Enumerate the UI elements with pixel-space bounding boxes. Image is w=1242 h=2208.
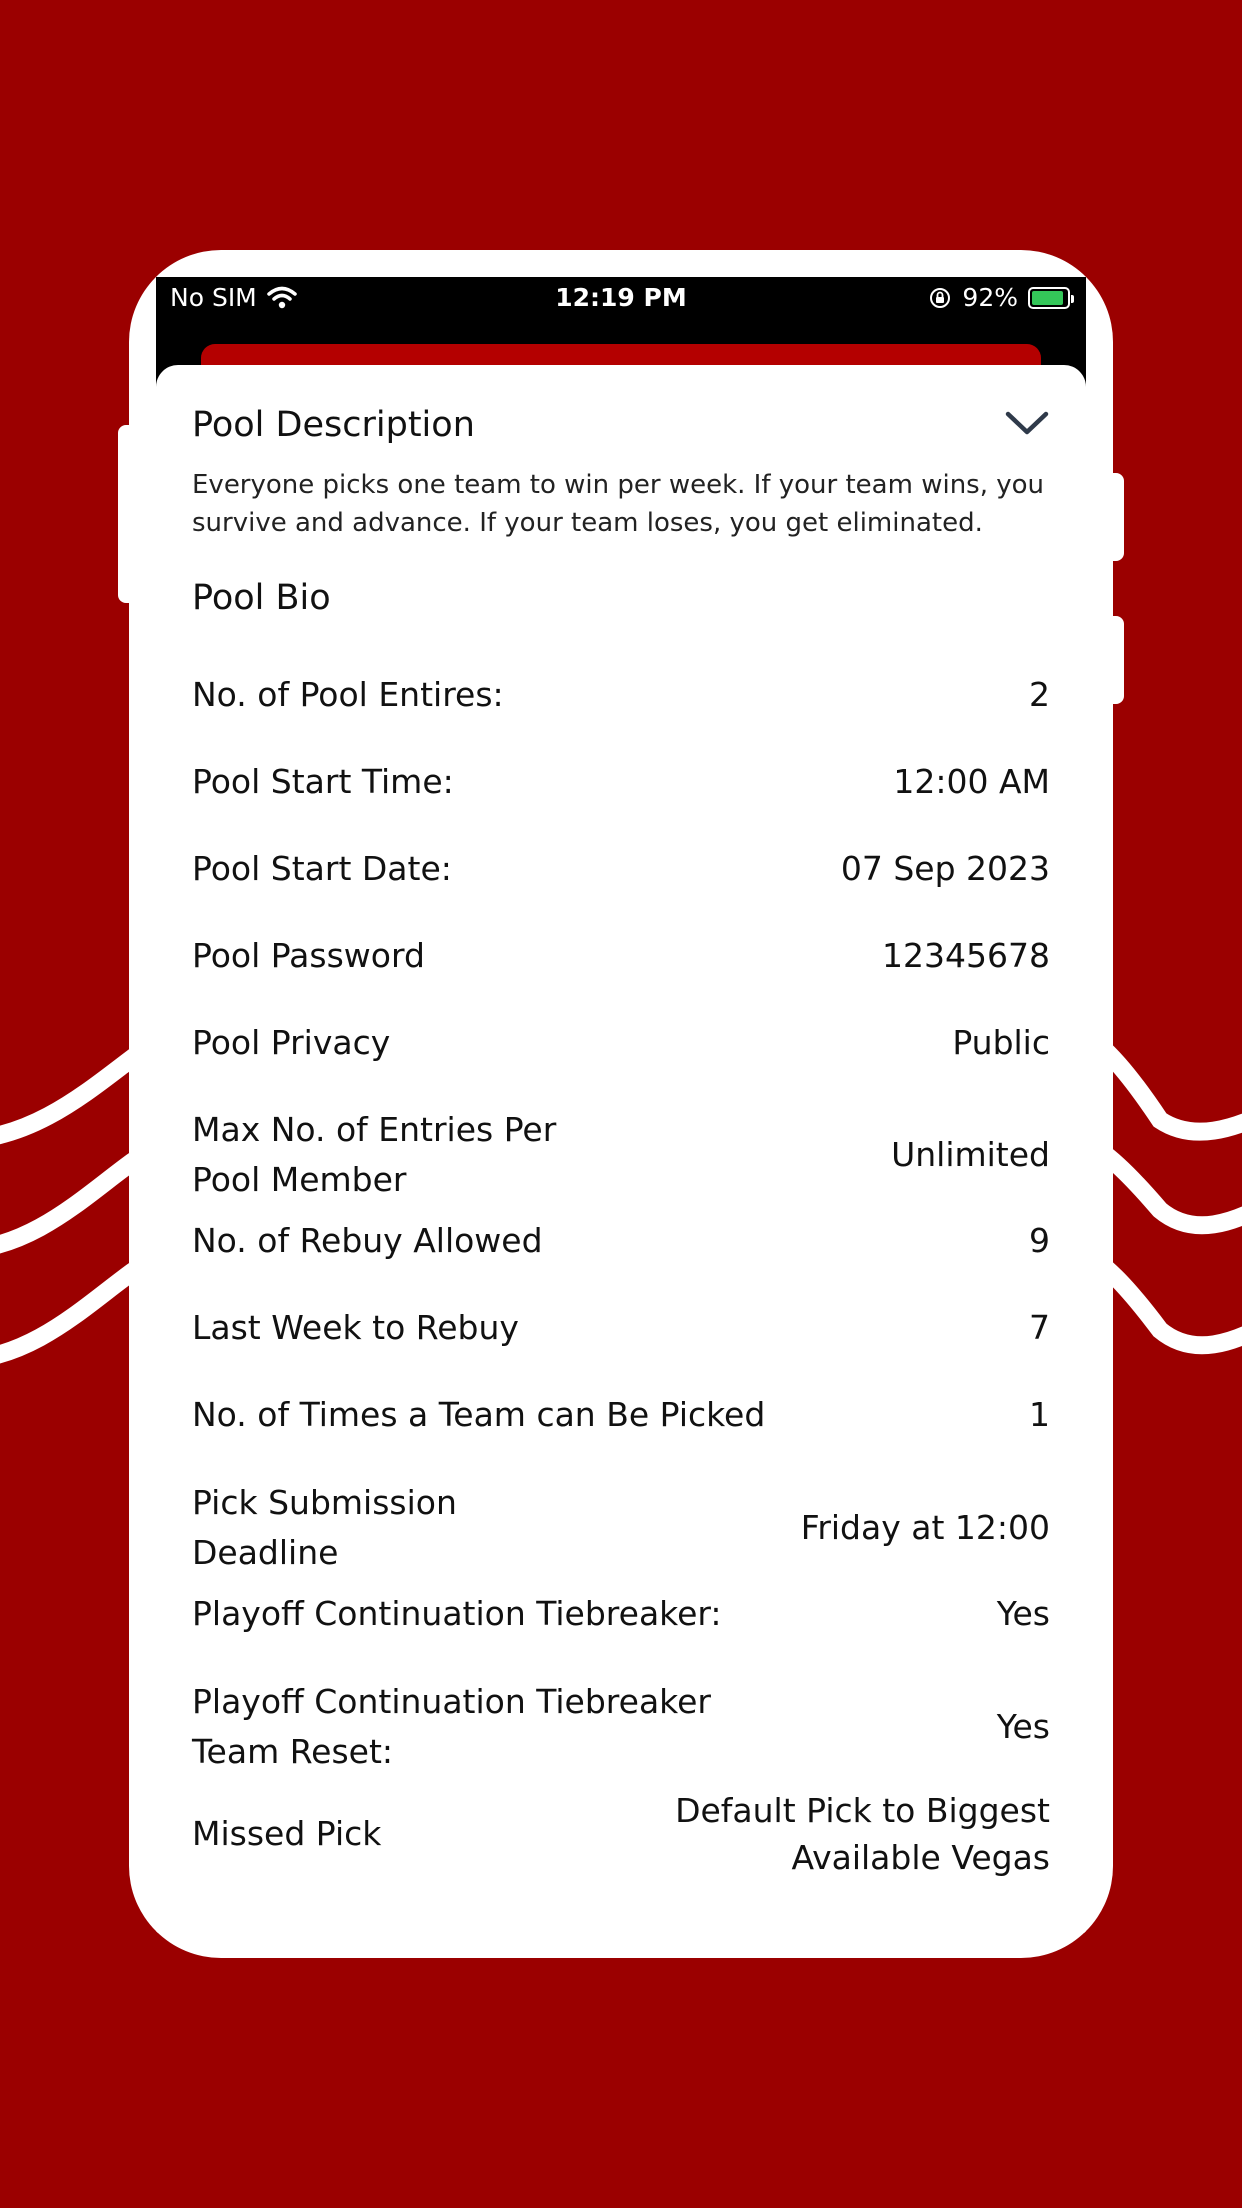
detail-label: No. of Pool Entires: — [192, 675, 504, 714]
detail-row-rebuy-allowed — [192, 1216, 1050, 1266]
detail-value: Default Pick to Biggest Available Vegas — [675, 1791, 1050, 1877]
pool-description-text: Everyone picks one team to win per week. If your team wins, you survive and advance. If your team loses, you get eliminated. — [192, 470, 1045, 538]
detail-row-start-date — [192, 844, 1050, 894]
battery-icon — [1028, 287, 1070, 309]
detail-row-privacy — [192, 1018, 1050, 1068]
detail-value: 1 — [1029, 1395, 1050, 1434]
battery-level — [1032, 291, 1063, 305]
pool-details-sheet — [156, 365, 1086, 1933]
detail-row-start-time — [192, 757, 1050, 807]
detail-label: No. of Rebuy Allowed — [192, 1221, 543, 1260]
detail-label: Pick Submission Deadline — [192, 1483, 457, 1572]
detail-value: Unlimited — [891, 1135, 1050, 1174]
detail-row-playoff-tiebreaker — [192, 1589, 1050, 1639]
detail-row-missed-pick — [192, 1787, 1050, 1881]
detail-row-password — [192, 931, 1050, 981]
detail-label: No. of Times a Team can Be Picked — [192, 1395, 766, 1434]
detail-row-last-rebuy-week — [192, 1303, 1050, 1353]
status-time: 12:19 PM — [555, 283, 687, 312]
detail-value: Friday at 12:00 — [800, 1508, 1050, 1547]
detail-label: Playoff Continuation Tiebreaker Team Reset: — [192, 1682, 711, 1771]
detail-label: Max No. of Entries Per Pool Member — [192, 1110, 557, 1199]
phone-screen — [156, 277, 1086, 1933]
detail-value: 9 — [1029, 1221, 1050, 1260]
pool-description-title: Pool Description — [192, 405, 475, 445]
detail-value: 07 Sep 2023 — [840, 849, 1050, 888]
rotation-lock-icon — [928, 286, 952, 310]
detail-label: Last Week to Rebuy — [192, 1308, 519, 1347]
chevron-down-icon[interactable] — [1004, 404, 1050, 444]
detail-value: 12:00 AM — [893, 762, 1050, 801]
detail-value: 7 — [1029, 1308, 1050, 1347]
detail-label: Pool Start Date: — [192, 849, 452, 888]
detail-row-pick-deadline — [192, 1478, 1050, 1578]
carrier-label: No SIM — [170, 283, 257, 312]
battery-percent: 92% — [962, 283, 1018, 312]
detail-value: Yes — [996, 1594, 1050, 1633]
detail-row-entries — [192, 670, 1050, 720]
detail-label: Playoff Continuation Tiebreaker: — [192, 1594, 722, 1633]
pool-bio-title: Pool Bio — [192, 578, 331, 618]
detail-row-team-pick-limit — [192, 1390, 1050, 1440]
detail-row-tiebreaker-reset — [192, 1677, 1050, 1777]
detail-label: Pool Password — [192, 936, 425, 975]
status-right-group — [928, 283, 1070, 312]
detail-label: Pool Privacy — [192, 1023, 391, 1062]
detail-value: 2 — [1029, 675, 1050, 714]
detail-row-max-entries — [192, 1105, 1050, 1205]
detail-value: Yes — [996, 1707, 1050, 1746]
detail-value: Public — [952, 1023, 1050, 1062]
detail-label: Missed Pick — [192, 1814, 382, 1853]
detail-value: 12345678 — [882, 936, 1050, 975]
pool-description-header[interactable] — [192, 400, 1050, 450]
detail-label: Pool Start Time: — [192, 762, 454, 801]
phone-frame — [129, 250, 1113, 1958]
